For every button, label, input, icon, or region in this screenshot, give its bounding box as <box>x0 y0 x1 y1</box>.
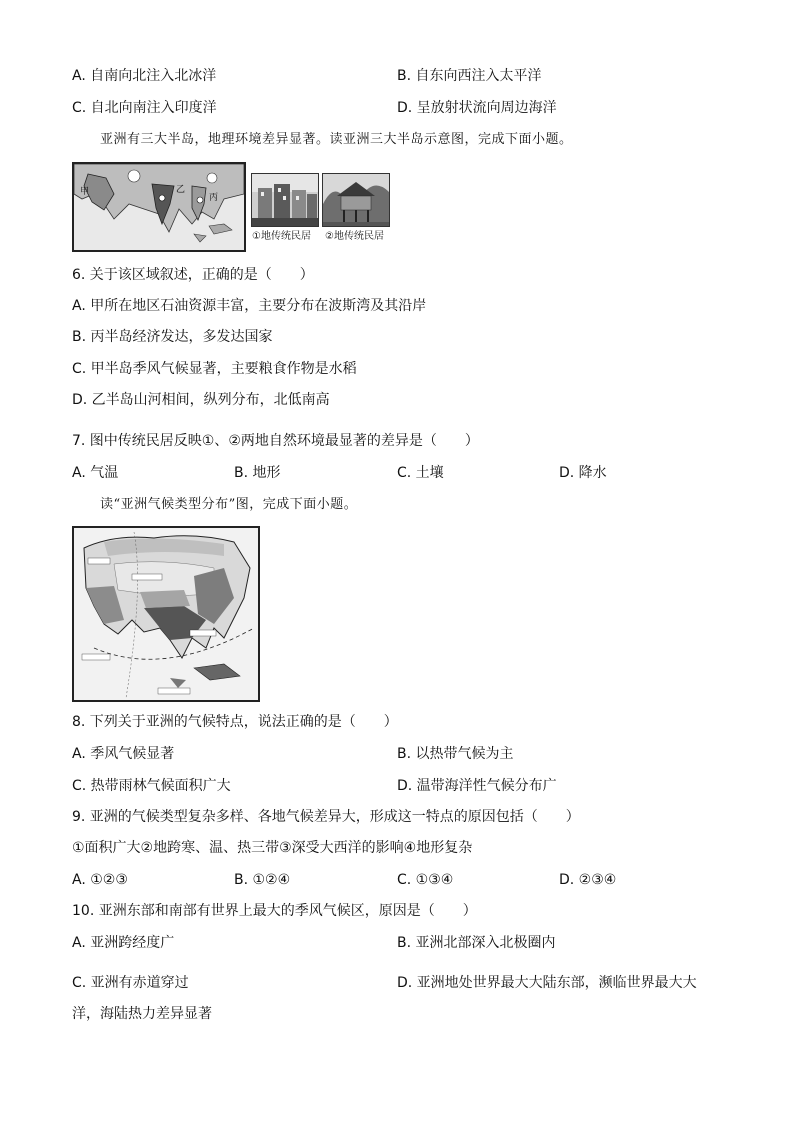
q9-stem: 9. 亚洲的气候类型复杂多样、各地气候差异大，形成这一特点的原因包括（ ） <box>72 809 580 825</box>
peninsulas-map-drawing <box>74 164 244 250</box>
q8-stem: 8. 下列关于亚洲的气候特点，说法正确的是（ ） <box>72 714 398 730</box>
asia-climate-drawing <box>74 528 258 700</box>
q9-option-c: C. ①③④ <box>397 872 454 888</box>
q8-option-a: A. 季风气候显著 <box>72 746 175 762</box>
dwelling-2-picture <box>323 174 389 226</box>
dwelling-1-picture <box>252 174 318 226</box>
passage-climate-map: 读“亚洲气候类型分布”图，完成下面小题。 <box>100 497 358 512</box>
map-label-bing: 丙 <box>209 193 219 203</box>
q8-option-b: B. 以热带气候为主 <box>397 746 514 762</box>
q6-option-a: A. 甲所在地区石油资源丰富，主要分布在波斯湾及其沿岸 <box>72 298 427 314</box>
peninsulas-map <box>72 162 246 252</box>
map-label-yi: 乙 <box>176 185 186 195</box>
q6-option-c: C. 甲半岛季风气候显著，主要粮食作物是水稻 <box>72 361 357 377</box>
q7-option-c: C. 土壤 <box>397 465 444 481</box>
q10-option-a: A. 亚洲跨经度广 <box>72 935 175 951</box>
q6-option-b: B. 丙半岛经济发达，多发达国家 <box>72 329 273 345</box>
dwelling-photo-1 <box>251 173 319 227</box>
q9-reasons: ①面积广大②地跨寒、温、热三带③深受大西洋的影响④地形复杂 <box>72 840 473 856</box>
q10-option-d-line1: D. 亚洲地处世界最大大陆东部，濒临世界最大大 <box>397 975 697 991</box>
q10-stem: 10. 亚洲东部和南部有世界上最大的季风气候区，原因是（ ） <box>72 903 477 919</box>
dwelling-caption-1: ①地传统民居 <box>252 231 311 242</box>
q9-option-d: D. ②③④ <box>559 872 617 888</box>
q6-option-d: D. 乙半岛山河相间，纵列分布，北低南高 <box>72 392 330 408</box>
q7-option-d: D. 降水 <box>559 465 607 481</box>
dwelling-photo-2 <box>322 173 390 227</box>
q7-option-b: B. 地形 <box>234 465 281 481</box>
q10-option-b: B. 亚洲北部深入北极圈内 <box>397 935 556 951</box>
q5-option-d: D. 呈放射状流向周边海洋 <box>397 100 557 116</box>
passage-peninsulas: 亚洲有三大半岛，地理环境差异显著。读亚洲三大半岛示意图，完成下面小题。 <box>100 132 573 147</box>
q9-option-b: B. ①②④ <box>234 872 291 888</box>
dwelling-caption-2: ②地传统民居 <box>325 231 384 242</box>
q8-option-d: D. 温带海洋性气候分布广 <box>397 778 557 794</box>
q6-stem: 6. 关于该区域叙述，正确的是（ ） <box>72 267 314 283</box>
q9-option-a: A. ①②③ <box>72 872 128 888</box>
q5-option-a: A. 自南向北注入北冰洋 <box>72 68 217 84</box>
asia-climate-map <box>72 526 260 702</box>
q5-option-b: B. 自东向西注入太平洋 <box>397 68 542 84</box>
q7-option-a: A. 气温 <box>72 465 119 481</box>
q5-option-c: C. 自北向南注入印度洋 <box>72 100 217 116</box>
q8-option-c: C. 热带雨林气候面积广大 <box>72 778 231 794</box>
q7-stem: 7. 图中传统民居反映①、②两地自然环境最显著的差异是（ ） <box>72 433 479 449</box>
q10-option-d-line2: 洋，海陆热力差异显著 <box>72 1006 212 1022</box>
q10-option-c: C. 亚洲有赤道穿过 <box>72 975 189 991</box>
map-label-jia: 甲 <box>80 187 90 197</box>
